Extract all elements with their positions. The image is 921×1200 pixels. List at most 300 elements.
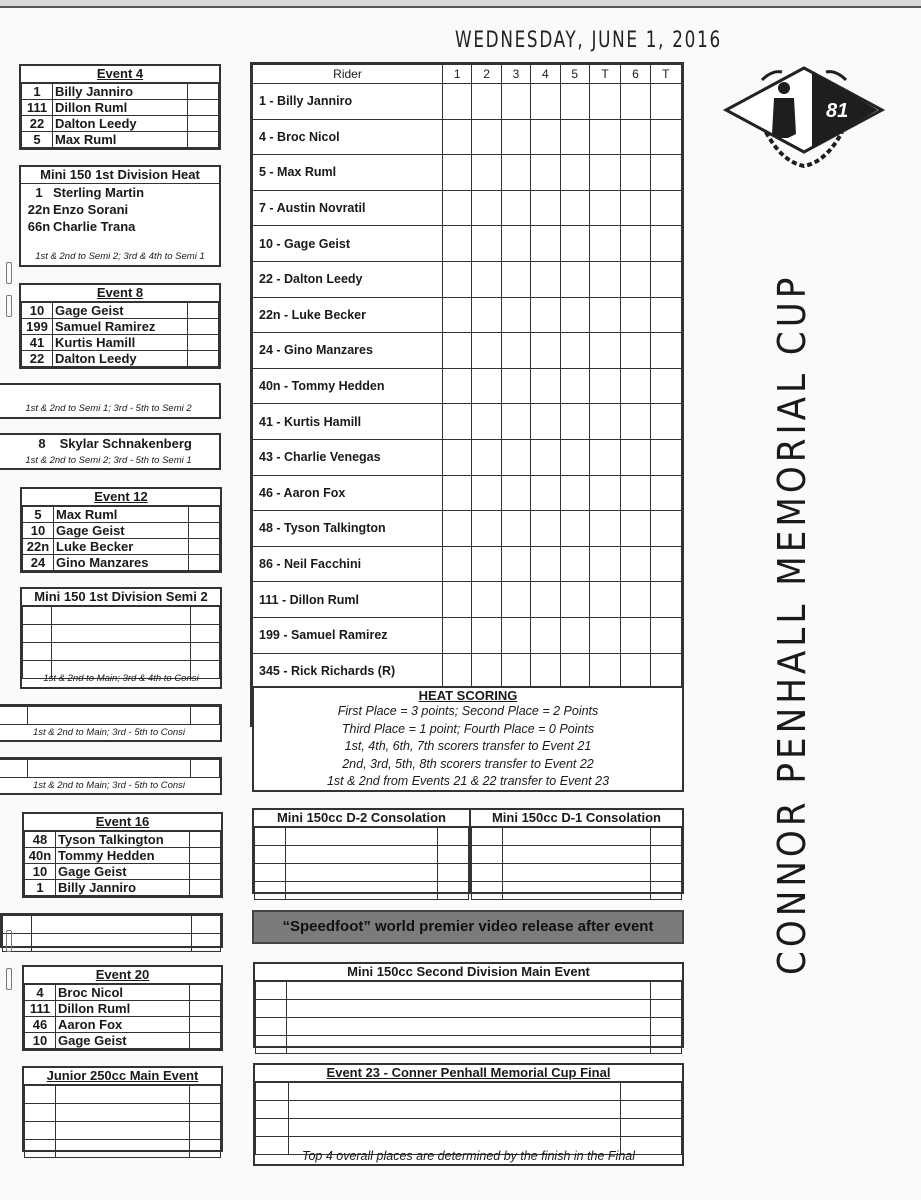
score-cell[interactable] (501, 404, 530, 440)
blank-cell[interactable] (438, 828, 469, 846)
blank-cell[interactable] (256, 1036, 287, 1054)
blank-cell[interactable] (255, 864, 286, 882)
score-cell[interactable] (621, 226, 650, 262)
table-row (22, 335, 219, 351)
score-cell[interactable] (531, 84, 560, 120)
score-cell[interactable] (650, 368, 681, 404)
heat-scoring-lines (254, 703, 682, 791)
score-cell[interactable] (531, 546, 560, 582)
score-cell[interactable] (443, 155, 472, 191)
table-row (22, 351, 219, 367)
blank-cell[interactable] (190, 1086, 221, 1104)
rider-number: 10 (25, 1033, 56, 1049)
score-cell[interactable] (589, 297, 620, 333)
score-cell[interactable] (589, 511, 620, 547)
blank-cell[interactable] (23, 607, 52, 625)
blank-cell[interactable] (52, 643, 191, 661)
blank-cell[interactable] (651, 982, 682, 1000)
score-cell[interactable] (501, 368, 530, 404)
score-cell[interactable] (501, 617, 530, 653)
table-row (472, 846, 682, 864)
blank-cell[interactable] (190, 1140, 221, 1158)
table-row (25, 1104, 221, 1122)
blank-cell[interactable] (0, 760, 28, 778)
blank-cell[interactable] (25, 1104, 56, 1122)
blank-cell[interactable] (190, 1104, 221, 1122)
score-cell[interactable] (472, 511, 501, 547)
binder-mark (6, 262, 12, 284)
score-cell[interactable] (650, 546, 681, 582)
result-cell[interactable] (190, 832, 221, 848)
score-cell[interactable] (443, 333, 472, 369)
score-cell[interactable] (650, 333, 681, 369)
score-cell[interactable] (531, 475, 560, 511)
blank-cell[interactable] (651, 828, 682, 846)
blank-cell[interactable] (438, 882, 469, 900)
score-cell[interactable] (443, 475, 472, 511)
blank-cell[interactable] (286, 882, 438, 900)
event-20-title: Event 20 (24, 967, 221, 984)
table-row (253, 333, 682, 369)
table-row (23, 625, 220, 643)
rider-name: 24 - Gino Manzares (253, 333, 443, 369)
blank-cell[interactable] (286, 864, 438, 882)
skylar-number: 8 (38, 436, 46, 451)
score-cell[interactable] (443, 190, 472, 226)
score-cell[interactable] (501, 582, 530, 618)
blank-cell[interactable] (503, 828, 651, 846)
result-cell[interactable] (188, 84, 219, 100)
blank-cell[interactable] (191, 625, 220, 643)
table-row (23, 523, 220, 539)
blank-cell[interactable] (472, 846, 503, 864)
table-row (256, 1018, 682, 1036)
rider-name: Samuel Ramirez (53, 319, 188, 335)
blank-cell[interactable] (621, 1101, 682, 1119)
table-row (25, 880, 221, 896)
score-cell[interactable] (501, 511, 530, 547)
score-cell[interactable] (501, 190, 530, 226)
score-cell[interactable] (589, 84, 620, 120)
blank-cell[interactable] (56, 1140, 190, 1158)
score-cell[interactable] (560, 511, 589, 547)
score-cell[interactable] (472, 653, 501, 689)
score-cell[interactable] (443, 368, 472, 404)
score-cell[interactable] (472, 190, 501, 226)
score-cell[interactable] (501, 333, 530, 369)
score-cell[interactable] (589, 261, 620, 297)
table-row (472, 882, 682, 900)
event-20-box (22, 965, 223, 1051)
blank-cell[interactable] (287, 982, 651, 1000)
score-cell[interactable] (650, 84, 681, 120)
blank-cell[interactable] (23, 625, 52, 643)
semi-1-note: 1st & 2nd to Semi 1; 3rd - 5th to Semi 2 (25, 403, 192, 414)
score-cell[interactable] (531, 511, 560, 547)
result-cell[interactable] (190, 1017, 221, 1033)
score-cell[interactable] (621, 84, 650, 120)
score-cell[interactable] (589, 190, 620, 226)
event-8-box (19, 283, 221, 369)
junior-grid (24, 1085, 221, 1158)
blank-cell[interactable] (256, 1083, 289, 1101)
score-cell[interactable] (560, 226, 589, 262)
table-row (253, 261, 682, 297)
score-cell[interactable] (650, 297, 681, 333)
blank-cell[interactable] (28, 707, 191, 725)
score-cell[interactable] (560, 333, 589, 369)
binder-mark (6, 295, 12, 317)
rider-number: 1 (22, 84, 53, 100)
blank-cell[interactable] (651, 1018, 682, 1036)
score-cell[interactable] (531, 582, 560, 618)
score-cell[interactable] (472, 261, 501, 297)
rider-name: Tommy Hedden (56, 848, 190, 864)
score-cell[interactable] (472, 84, 501, 120)
event-12-table (22, 506, 220, 571)
result-cell[interactable] (190, 848, 221, 864)
result-cell[interactable] (188, 303, 219, 319)
blank-cell[interactable] (256, 1000, 287, 1018)
score-cell[interactable] (650, 511, 681, 547)
blank-cell[interactable] (286, 828, 438, 846)
score-cell[interactable] (621, 617, 650, 653)
score-cell[interactable] (621, 119, 650, 155)
skylar-entry (0, 435, 219, 452)
rider-name: 7 - Austin Novratil (253, 190, 443, 226)
score-cell[interactable] (443, 226, 472, 262)
blank-cell[interactable] (256, 1119, 289, 1137)
score-cell[interactable] (621, 404, 650, 440)
score-cell[interactable] (443, 653, 472, 689)
score-cell[interactable] (443, 84, 472, 120)
score-cell[interactable] (501, 653, 530, 689)
score-cell[interactable] (589, 155, 620, 191)
heat-scoring-line: 1st, 4th, 6th, 7th scorers transfer to Event 21 (344, 739, 592, 754)
score-cell[interactable] (472, 439, 501, 475)
blank-cell[interactable] (56, 1122, 190, 1140)
score-cell[interactable] (621, 297, 650, 333)
score-cell[interactable] (443, 617, 472, 653)
result-cell[interactable] (188, 116, 219, 132)
score-cell[interactable] (501, 439, 530, 475)
blank-cell[interactable] (23, 643, 52, 661)
blank-cell[interactable] (289, 1083, 621, 1101)
blank-cell[interactable] (503, 846, 651, 864)
blank-cell[interactable] (52, 625, 191, 643)
blank-cell[interactable] (191, 643, 220, 661)
score-cell[interactable] (589, 439, 620, 475)
score-cell[interactable] (650, 155, 681, 191)
table-row (253, 617, 682, 653)
result-cell[interactable] (190, 1001, 221, 1017)
score-cell[interactable] (560, 582, 589, 618)
blank-cell[interactable] (191, 607, 220, 625)
score-cell[interactable] (443, 582, 472, 618)
rider-name: Gage Geist (56, 864, 190, 880)
score-cell[interactable] (560, 404, 589, 440)
blank-cell[interactable] (621, 1119, 682, 1137)
blank-cell[interactable] (287, 1000, 651, 1018)
score-cell[interactable] (650, 475, 681, 511)
score-cell[interactable] (621, 190, 650, 226)
blank-cell[interactable] (621, 1083, 682, 1101)
score-cell[interactable] (589, 226, 620, 262)
score-cell[interactable] (650, 119, 681, 155)
score-cell[interactable] (531, 617, 560, 653)
blank-cell[interactable] (25, 1140, 56, 1158)
blank-cell[interactable] (651, 1036, 682, 1054)
blank-cell[interactable] (32, 916, 192, 934)
score-cell[interactable] (650, 617, 681, 653)
result-cell[interactable] (189, 507, 220, 523)
blank-cell[interactable] (255, 828, 286, 846)
rider-name: 43 - Charlie Venegas (253, 439, 443, 475)
score-cell[interactable] (531, 653, 560, 689)
rider-name: Aaron Fox (56, 1017, 190, 1033)
table-row (253, 439, 682, 475)
list-item (21, 218, 219, 235)
blank-cell[interactable] (256, 1101, 289, 1119)
score-cell[interactable] (531, 261, 560, 297)
d2-consolation-grid (254, 827, 469, 900)
rider-number: 1 (25, 880, 56, 896)
score-cell[interactable] (472, 226, 501, 262)
score-cell[interactable] (621, 333, 650, 369)
table-row (23, 555, 220, 571)
score-cell[interactable] (472, 546, 501, 582)
score-cell[interactable] (443, 546, 472, 582)
blank-cell[interactable] (472, 882, 503, 900)
score-cell[interactable] (621, 511, 650, 547)
rider-name: Max Ruml (53, 132, 188, 148)
score-cell[interactable] (589, 119, 620, 155)
score-cell[interactable] (472, 617, 501, 653)
score-cell[interactable] (560, 653, 589, 689)
score-cell[interactable] (589, 475, 620, 511)
result-cell[interactable] (189, 555, 220, 571)
blank-cell[interactable] (191, 760, 220, 778)
rider-name: Dillon Ruml (56, 1001, 190, 1017)
rider-number: 5 (22, 132, 53, 148)
rider-number: 22 (22, 116, 53, 132)
blank-cell[interactable] (289, 1101, 621, 1119)
score-cell[interactable] (531, 119, 560, 155)
blank-grid (2, 915, 221, 952)
blank-cell[interactable] (190, 1122, 221, 1140)
score-cell[interactable] (531, 190, 560, 226)
blank-cell[interactable] (191, 707, 220, 725)
score-cell[interactable] (589, 333, 620, 369)
blank-cell[interactable] (438, 864, 469, 882)
score-cell[interactable] (531, 404, 560, 440)
blank-cell[interactable] (28, 760, 191, 778)
score-cell[interactable] (650, 190, 681, 226)
blank-cell[interactable] (256, 982, 287, 1000)
blank-cell[interactable] (25, 1122, 56, 1140)
score-cell[interactable] (531, 368, 560, 404)
score-cell[interactable] (560, 617, 589, 653)
result-cell[interactable] (190, 1033, 221, 1049)
blank-cell[interactable] (286, 846, 438, 864)
result-cell[interactable] (189, 539, 220, 555)
result-cell[interactable] (188, 132, 219, 148)
score-cell[interactable] (472, 155, 501, 191)
score-cell[interactable] (560, 368, 589, 404)
table-row (3, 916, 221, 934)
blank-cell[interactable] (256, 1018, 287, 1036)
result-cell[interactable] (190, 864, 221, 880)
table-row (23, 607, 220, 625)
score-cell[interactable] (443, 119, 472, 155)
table-row (22, 100, 219, 116)
score-cell[interactable] (621, 653, 650, 689)
score-cell[interactable] (531, 333, 560, 369)
table-row (25, 1033, 221, 1049)
score-cell[interactable] (472, 368, 501, 404)
score-cell[interactable] (560, 190, 589, 226)
blank-cell[interactable] (651, 882, 682, 900)
table-row (25, 1122, 221, 1140)
score-cell[interactable] (531, 226, 560, 262)
blank-cell[interactable] (651, 864, 682, 882)
score-cell[interactable] (560, 297, 589, 333)
score-cell[interactable] (650, 261, 681, 297)
column-header: 4 (531, 65, 560, 84)
blank-cell[interactable] (503, 882, 651, 900)
score-cell[interactable] (472, 475, 501, 511)
blank-cell[interactable] (192, 916, 221, 934)
score-cell[interactable] (650, 404, 681, 440)
blank-cell[interactable] (438, 846, 469, 864)
score-cell[interactable] (443, 261, 472, 297)
score-cell[interactable] (501, 84, 530, 120)
blank-cell[interactable] (25, 1086, 56, 1104)
table-row (25, 848, 221, 864)
second-main-grid (255, 981, 682, 1054)
result-cell[interactable] (188, 351, 219, 367)
result-cell[interactable] (190, 985, 221, 1001)
score-cell[interactable] (560, 155, 589, 191)
rider-number: 199 (22, 319, 53, 335)
blank-cell[interactable] (651, 1000, 682, 1018)
event-16-title: Event 16 (24, 814, 221, 831)
blank-cell[interactable] (255, 882, 286, 900)
column-header: Rider (253, 65, 443, 84)
score-cell[interactable] (650, 582, 681, 618)
score-cell[interactable] (501, 261, 530, 297)
score-cell[interactable] (560, 84, 589, 120)
blank-cell[interactable] (32, 934, 192, 952)
score-cell[interactable] (560, 439, 589, 475)
score-cell[interactable] (650, 439, 681, 475)
score-cell[interactable] (560, 261, 589, 297)
score-cell[interactable] (443, 439, 472, 475)
blank-cell[interactable] (287, 1036, 651, 1054)
blank-cell[interactable] (287, 1018, 651, 1036)
score-cell[interactable] (621, 368, 650, 404)
score-cell[interactable] (472, 582, 501, 618)
score-cell[interactable] (560, 546, 589, 582)
result-cell[interactable] (189, 523, 220, 539)
result-cell[interactable] (188, 100, 219, 116)
score-cell[interactable] (589, 368, 620, 404)
blank-cell[interactable] (472, 828, 503, 846)
rider-name: Tyson Talkington (56, 832, 190, 848)
score-cell[interactable] (531, 439, 560, 475)
score-cell[interactable] (650, 226, 681, 262)
score-cell[interactable] (443, 297, 472, 333)
main-note-2-grid (0, 759, 220, 778)
table-row (253, 84, 682, 120)
score-cell[interactable] (501, 119, 530, 155)
table-row (256, 1036, 682, 1054)
score-cell[interactable] (531, 155, 560, 191)
blank-cell[interactable] (255, 846, 286, 864)
heat-scoring-line: Third Place = 1 point; Fourth Place = 0 Points (341, 721, 595, 736)
score-cell[interactable] (621, 546, 650, 582)
rider-name: 40n - Tommy Hedden (253, 368, 443, 404)
blank-cell[interactable] (52, 607, 191, 625)
logo (722, 62, 886, 172)
column-header: 2 (472, 65, 501, 84)
score-cell[interactable] (472, 119, 501, 155)
score-cell[interactable] (621, 155, 650, 191)
blank-cell[interactable] (289, 1119, 621, 1137)
score-cell[interactable] (589, 546, 620, 582)
blank-cell[interactable] (56, 1104, 190, 1122)
result-cell[interactable] (188, 335, 219, 351)
result-cell[interactable] (188, 319, 219, 335)
top-border (0, 0, 921, 8)
score-cell[interactable] (472, 404, 501, 440)
score-cell[interactable] (589, 404, 620, 440)
blank-cell[interactable] (192, 934, 221, 952)
blank-cell[interactable] (0, 707, 28, 725)
score-cell[interactable] (501, 155, 530, 191)
score-cell[interactable] (531, 297, 560, 333)
table-row (25, 1140, 221, 1158)
score-cell[interactable] (560, 475, 589, 511)
score-cell[interactable] (443, 404, 472, 440)
score-cell[interactable] (621, 261, 650, 297)
table-row (22, 84, 219, 100)
score-cell[interactable] (443, 511, 472, 547)
score-cell[interactable] (472, 297, 501, 333)
score-cell[interactable] (621, 475, 650, 511)
score-cell[interactable] (621, 439, 650, 475)
blank-cell[interactable] (56, 1086, 190, 1104)
score-cell[interactable] (560, 119, 589, 155)
score-cell[interactable] (501, 226, 530, 262)
blank-cell[interactable] (503, 864, 651, 882)
blank-cell[interactable] (472, 864, 503, 882)
score-cell[interactable] (501, 297, 530, 333)
score-cell[interactable] (501, 546, 530, 582)
score-cell[interactable] (501, 475, 530, 511)
result-cell[interactable] (190, 880, 221, 896)
score-cell[interactable] (650, 653, 681, 689)
event-12-box (20, 487, 222, 573)
blank-cell[interactable] (651, 846, 682, 864)
score-cell[interactable] (621, 582, 650, 618)
promo-banner: “Speedfoot” world premier video release after event (252, 910, 684, 944)
score-cell[interactable] (589, 653, 620, 689)
score-cell[interactable] (589, 582, 620, 618)
score-cell[interactable] (472, 333, 501, 369)
score-cell[interactable] (589, 617, 620, 653)
table-row (255, 846, 469, 864)
